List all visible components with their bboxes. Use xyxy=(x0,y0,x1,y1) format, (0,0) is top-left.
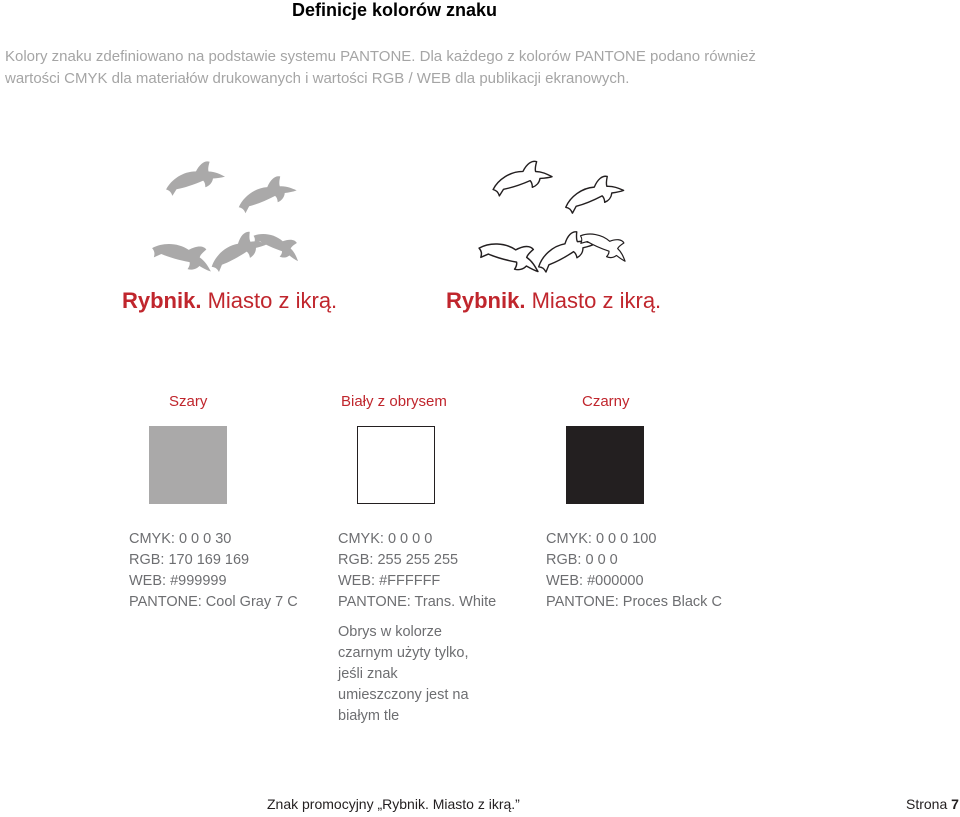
logo-gray-name-bold: Rybnik. xyxy=(122,288,202,313)
fish-icon-gray xyxy=(145,158,315,273)
spec-white xyxy=(338,529,496,613)
logo-outline-name-bold: Rybnik. xyxy=(446,288,526,313)
footer-page-number: 7 xyxy=(951,796,959,812)
fish-shape xyxy=(162,158,227,199)
spec-rgb: RGB: 255 255 255 xyxy=(338,552,459,568)
outline-note: Obrys w kolorze czarnym użyty tylko, jeśli znak umieszczony jest na białym tle xyxy=(338,624,469,724)
spec-black xyxy=(546,529,722,613)
spec-web: WEB: #000000 xyxy=(546,573,644,589)
logo-gray-name-rest: Miasto z ikrą. xyxy=(201,288,338,313)
fish-shape xyxy=(149,234,217,273)
logo-outline-text xyxy=(446,288,661,314)
color-label-black: Czarny xyxy=(582,393,630,410)
swatch-black xyxy=(566,426,644,504)
fish-shape xyxy=(532,226,596,273)
spec-gray xyxy=(129,529,298,613)
spec-cmyk: CMYK: 0 0 0 30 xyxy=(129,531,232,547)
spec-pantone: PANTONE: Trans. White xyxy=(338,594,497,610)
footer-page-label: Strona xyxy=(906,796,948,812)
swatch-gray xyxy=(149,426,227,504)
spec-web: WEB: #999999 xyxy=(129,573,227,589)
color-label-white: Biały z obrysem xyxy=(341,393,447,410)
color-label-gray: Szary xyxy=(169,393,208,410)
spec-pantone: PANTONE: Proces Black C xyxy=(546,594,722,610)
spec-rgb: RGB: 0 0 0 xyxy=(546,552,618,568)
fish-shape xyxy=(233,171,298,216)
swatch-white xyxy=(357,426,435,504)
fish-icon-outline xyxy=(472,158,642,273)
intro-text: Kolory znaku zdefiniowano na podstawie systemu PANTONE. Dla każdego z kolorów PANTONE podano również wartości CMYK dla materiałów drukowanych i wartości RGB / WEB dla publikacji ekranowych. xyxy=(5,48,756,87)
fish-shape xyxy=(476,234,544,273)
logo-outline-name-rest: Miasto z ikrą. xyxy=(525,288,662,313)
logo-gray-text xyxy=(122,288,337,314)
page-title: Definicje kolorów znaku xyxy=(292,0,498,20)
fish-shape xyxy=(489,158,554,199)
spec-rgb: RGB: 170 169 169 xyxy=(129,552,250,568)
spec-pantone: PANTONE: Cool Gray 7 C xyxy=(129,594,298,610)
logo-gray xyxy=(145,158,315,273)
spec-cmyk: CMYK: 0 0 0 0 xyxy=(338,531,433,547)
spec-cmyk: CMYK: 0 0 0 100 xyxy=(546,531,657,547)
fish-shape xyxy=(560,171,625,216)
spec-web: WEB: #FFFFFF xyxy=(338,573,441,589)
footer-title: Znak promocyjny „Rybnik. Miasto z ikrą.” xyxy=(267,796,520,812)
fish-shape xyxy=(205,226,269,273)
footer-page xyxy=(906,796,959,812)
logo-outline xyxy=(472,158,642,273)
